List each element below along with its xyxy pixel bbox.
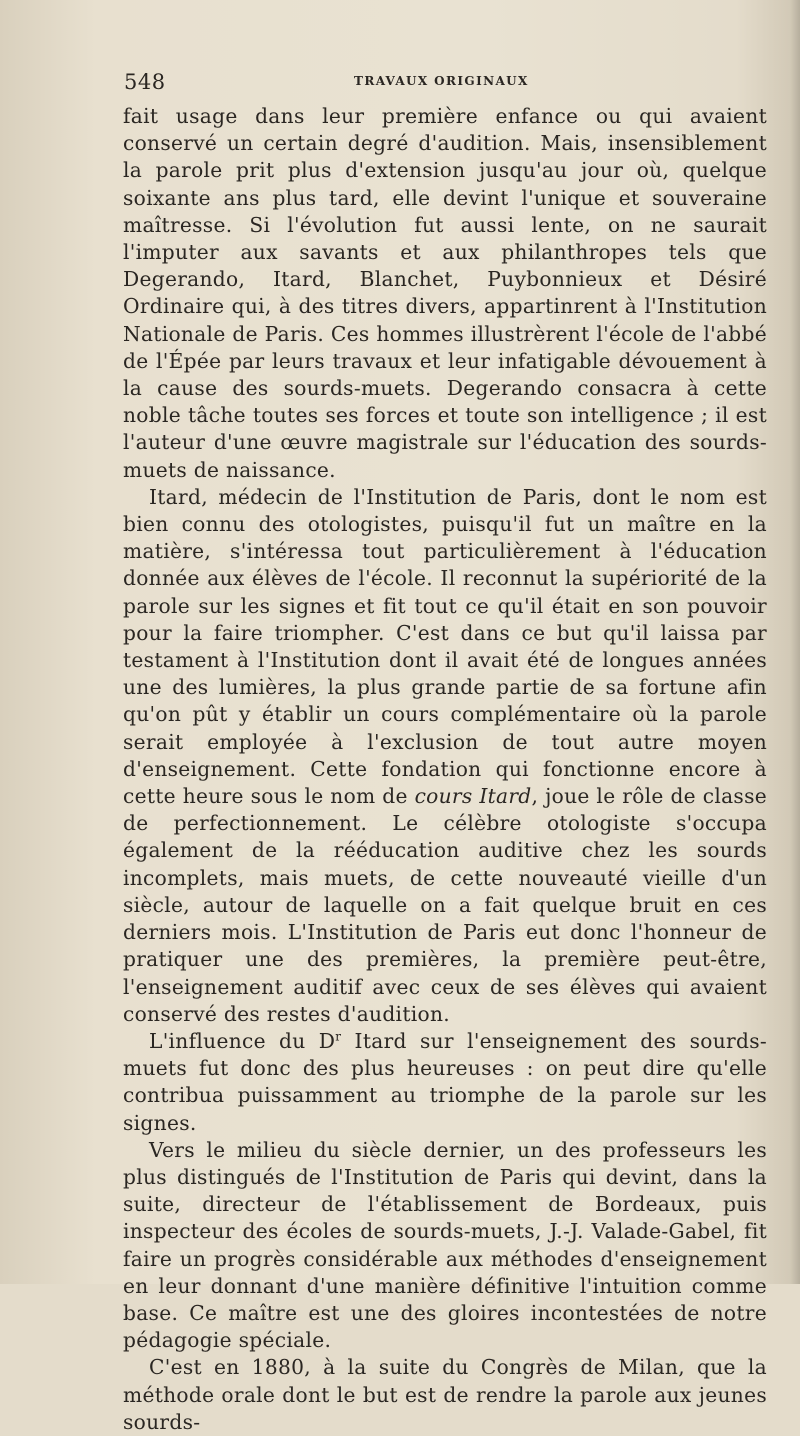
paragraph-5: C'est en 1880, à la suite du Congrès de Milan, que la méthode orale dont le but est de rendre la parole aux jeunes sourds- bbox=[123, 1355, 767, 1434]
paragraph-3-text-before: L'influence du D bbox=[149, 1028, 336, 1053]
paragraph-2-text-after: , joue le rôle de classe de perfectionnement. Le célèbre otologiste s'occupa également de la rééducation auditive chez les sourds incomplets, mais muets, de cette nouveauté vieille d'un siècle, autour de laquelle on a fait quelque bruit en ces derniers mois. L'Institution de Paris eut donc l'honneur de pratiquer une des premières, la première peut-être, l'enseignement auditif avec ceux de ses élèves qui avaient conservé des restes d'audition. bbox=[123, 784, 767, 1026]
page-edge-shadow bbox=[790, 0, 800, 1284]
paragraph-4: Vers le milieu du siècle dernier, un des professeurs les plus distingués de l'Institution de Paris qui devint, dans la suite, directeur de l'établissement de Bordeaux, puis inspecteur des écoles de sourds-muets, J.-J. Valade-Gabel, fit faire un progrès considérable aux méthodes d'enseignement en leur donnant d'une manière définitive l'intuition comme base. Ce maître est une des gloires incontestées de notre pédagogie spéciale. bbox=[123, 1137, 767, 1353]
paragraph-2-italic: cours Itard bbox=[414, 784, 532, 809]
running-head: TRAVAUX ORIGINAUX bbox=[354, 74, 529, 88]
paragraph-1: fait usage dans leur première enfance ou qui avaient conservé un certain degré d'audition. Mais, insensiblement la parole prit plus d'extension jusqu'au jour où, quelque soixante ans plus tard, elle devint l'unique et souveraine maîtresse. Si l'évolution fut aussi lente, on ne saurait l'imputer aux savants et aux philanthropes tels que Degerando, Itard, Blanchet, Puybonnieux et Désiré Ordinaire qui, à des titres divers, appartinrent à l'Institution Nationale de Paris. Ces hommes illustrèrent l'école de l'abbé de l'Épée par leurs travaux et leur infatigable dévouement à la cause des sourds-muets. Degerando consacra à cette noble tâche toutes ses forces et toute son intelligence ; il est l'auteur d'une œuvre magistrale sur l'éducation des sourds-muets de naissance. bbox=[123, 104, 767, 482]
paragraph-2 bbox=[123, 484, 767, 1028]
body-text bbox=[123, 103, 767, 1436]
page-number: 548 bbox=[124, 70, 166, 94]
paragraph-3-superscript: r bbox=[335, 1029, 342, 1044]
page-header bbox=[124, 62, 672, 102]
paragraph-3 bbox=[123, 1028, 767, 1137]
paragraph-2-text-before: Itard, médecin de l'Institution de Paris, dont le nom est bien connu des otologistes, puisqu'il fut un maître en la matière, s'intéressa tout particulièrement à l'éducation donnée aux élèves de l'école. Il reconnut la supériorité de la parole sur les signes et fit tout ce qu'il était en son pouvoir pour la faire triompher. C'est dans ce but qu'il laissa par testament à l'Institution dont il avait été de longues années une des lumières, la plus grande partie de sa fortune afin qu'on pût y établir un cours complémentaire où la parole serait employée à l'exclusion de tout autre moyen d'enseignement. Cette fondation qui fonctionne encore à cette heure sous le nom de bbox=[123, 484, 767, 809]
paragraph-3-text-after: Itard sur l'enseignement des sourds-muets fut donc des plus heureuses : on peut dire qu'elle contribua puissamment au triomphe de la parole sur les signes. bbox=[123, 1028, 767, 1135]
